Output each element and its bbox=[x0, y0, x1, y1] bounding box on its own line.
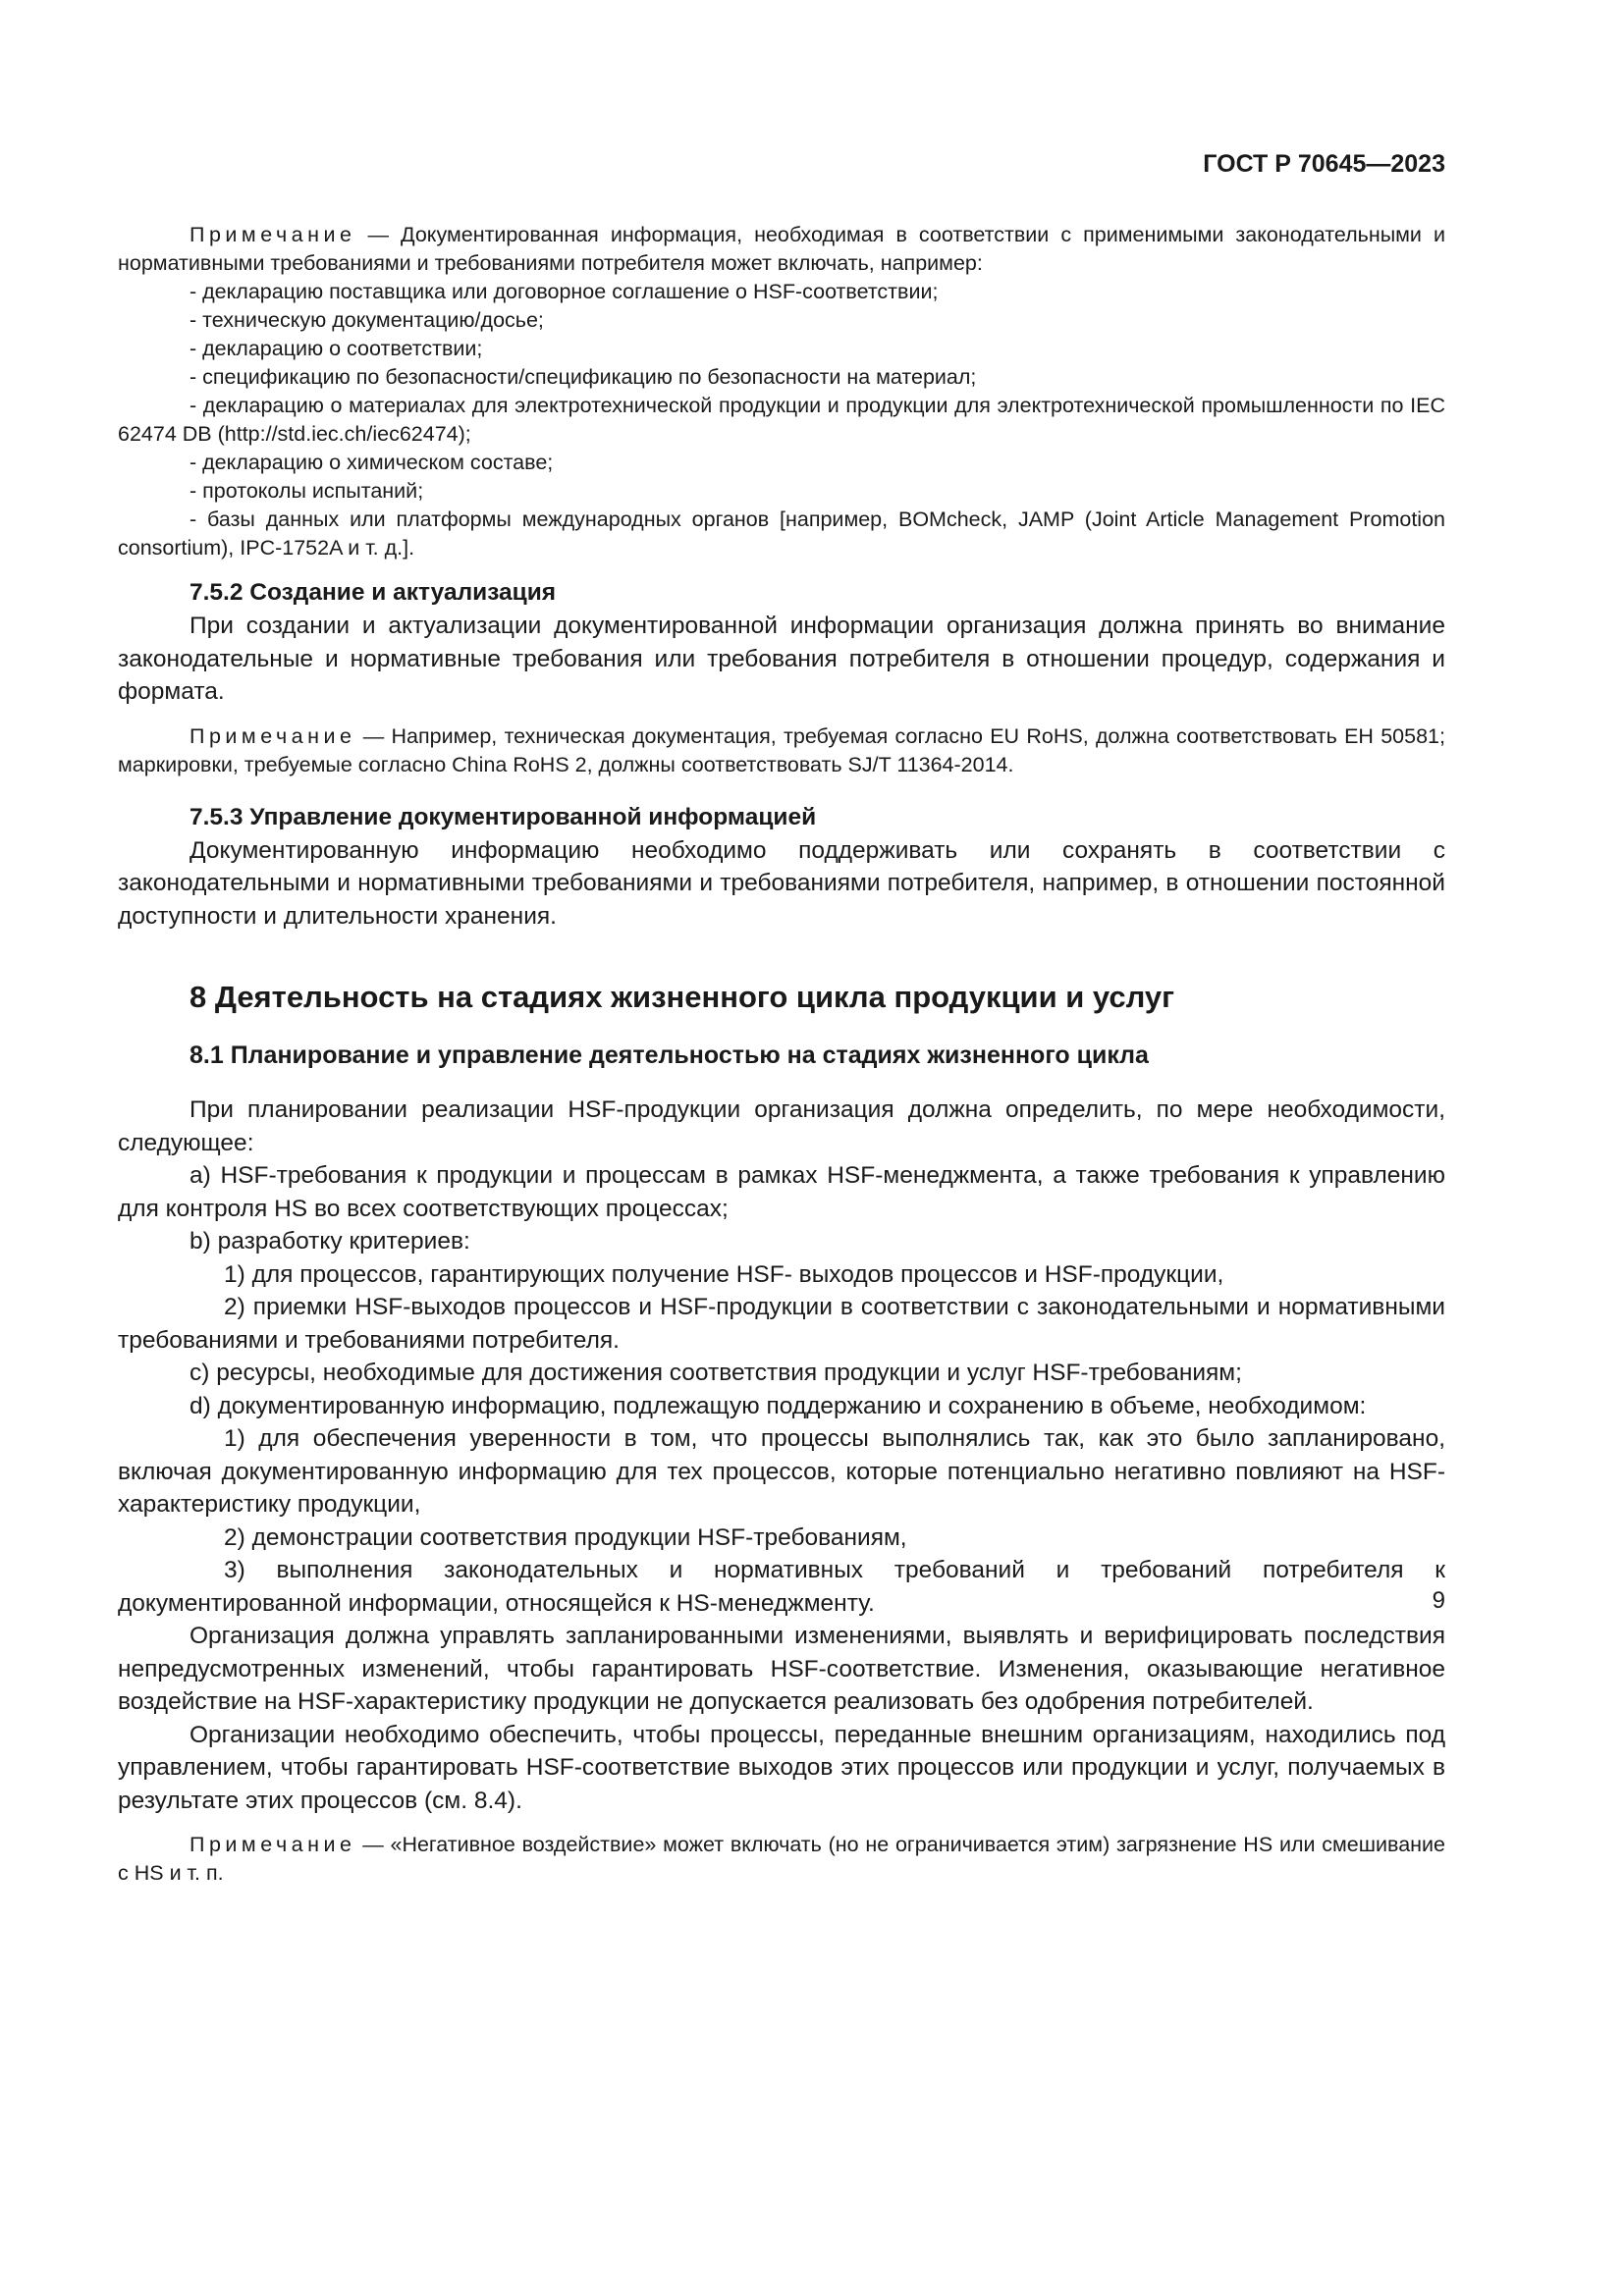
body-paragraph: При создании и актуализации документированной информации организация должна принять во внимание законодательные и нормативные требования или требования потребителя в отношении процедур, содержания и формата. bbox=[118, 613, 1445, 705]
note-paragraph bbox=[118, 722, 1445, 779]
sub-list-item: 3) выполнения законодательных и нормативных требований и требований потребителя к документированной информации, относящейся к HS-менеджменту. bbox=[118, 1557, 1445, 1617]
note-list-item: - базы данных или платформы международных органов [например, BOMcheck, JAMP (Joint Article Management Promotion consortium), IPC-1752A и т. д.]. bbox=[118, 507, 1445, 560]
body-paragraph: Документированную информацию необходимо поддерживать или сохранять в соответствии с законодательными и нормативными требованиями и требованиями потребителя, например, в отношении постоянной доступности и длительности хранения. bbox=[118, 836, 1445, 930]
note-label: Примечание bbox=[189, 223, 356, 246]
list-item-d: d) документированную информацию, подлежащую поддержанию и сохранению в объеме, необходимом: bbox=[189, 1392, 1367, 1419]
list-item-b: b) разработку критериев: bbox=[189, 1228, 470, 1255]
note-paragraph bbox=[118, 1831, 1445, 1888]
section-heading-7-5-3: 7.5.3 Управление документированной информацией bbox=[189, 803, 817, 830]
note-list-item: - декларацию о соответствии; bbox=[189, 337, 483, 360]
note-list-item: - техническую документацию/досье; bbox=[189, 308, 544, 332]
note-text: — «Негативное воздействие» может включать (но не ограничивается этим) загрязнение HS или смешивание с HS и т. п. bbox=[118, 1833, 1445, 1885]
sub-list-item: 1) для процессов, гарантирующих получение HSF- выходов процессов и HSF-продукции, bbox=[224, 1260, 1224, 1288]
note-list-item: - протоколы испытаний; bbox=[189, 479, 424, 503]
note-label: Примечание bbox=[189, 1833, 356, 1856]
section-heading-8-1: 8.1 Планирование и управление деятельностью на стадиях жизненного цикла bbox=[189, 1041, 1149, 1069]
note-list-item: - декларацию поставщика или договорное соглашение о HSF-соответствии; bbox=[189, 280, 939, 303]
body-paragraph: Организация должна управлять запланированными изменениями, выявлять и верифицировать последствия непредусмотренных изменений, чтобы гарантировать HSF-соответствие. Изменения, оказывающие негативное воздействие на HSF-характеристику продукции не допускается реализовать без одобрения потребителей. bbox=[118, 1623, 1445, 1715]
list-item-a: a) HSF-требования к продукции и процессам в рамках HSF-менеджмента, а также требования к управлению для контроля HS во всех соответствующих процессах; bbox=[118, 1162, 1445, 1222]
note-text: — Например, техническая документация, требуемая согласно EU RoHS, должна соответствовать ЕН 50581; маркировки, требуемые согласно China RoHS 2, должны соответствовать SJ/T 11364-2014. bbox=[118, 723, 1445, 776]
section-heading-7-5-2: 7.5.2 Создание и актуализация bbox=[189, 579, 557, 606]
note-list-item: - спецификацию по безопасности/спецификацию по безопасности на материал; bbox=[189, 365, 977, 389]
note-list-item: - декларацию о химическом составе; bbox=[189, 451, 554, 474]
body-paragraph: Организации необходимо обеспечить, чтобы процессы, переданные внешним организациям, находились под управлением, чтобы гарантировать HSF-соответствие выходов этих процессов или продукции и услуг, получаемых в результате этих процессов (см. 8.4). bbox=[118, 1721, 1445, 1814]
page-content bbox=[118, 221, 1445, 1888]
note-paragraph bbox=[118, 221, 1445, 278]
sub-list-item: 1) для обеспечения уверенности в том, что процессы выполнялись так, как это было запланировано, включая документированную информацию для тех процессов, которые потенциально негативно повлияют на HSF-характеристику продукции, bbox=[118, 1425, 1445, 1518]
note-label: Примечание bbox=[189, 723, 356, 748]
list-item-c: c) ресурсы, необходимые для достижения соответствия продукции и услуг HSF-требованиям; bbox=[189, 1360, 1242, 1386]
document-id: ГОСТ Р 70645—2023 bbox=[1203, 150, 1445, 178]
section-heading-8: 8 Деятельность на стадиях жизненного цикла продукции и услуг bbox=[189, 980, 1175, 1014]
note-list-item: - декларацию о материалах для электротехнической продукции и продукции для электротехнической промышленности по IEC 62474 DB (http://std.iec.ch/iec62474); bbox=[118, 394, 1445, 446]
sub-list-item: 2) демонстрации соответствия продукции HSF-требованиям, bbox=[224, 1523, 907, 1551]
note-text: — Документированная информация, необходимая в соответствии с применимыми законодательными и нормативными требованиями и требованиями потребителя может включать, например: bbox=[118, 223, 1445, 275]
sub-list-item: 2) приемки HSF-выходов процессов и HSF-продукции в соответствии с законодательными и нормативными требованиями и требованиями потребителя. bbox=[118, 1294, 1445, 1354]
page-number: 9 bbox=[1432, 1587, 1445, 1614]
body-paragraph: При планировании реализации HSF-продукции организация должна определить, по мере необходимости, следующее: bbox=[118, 1096, 1445, 1156]
